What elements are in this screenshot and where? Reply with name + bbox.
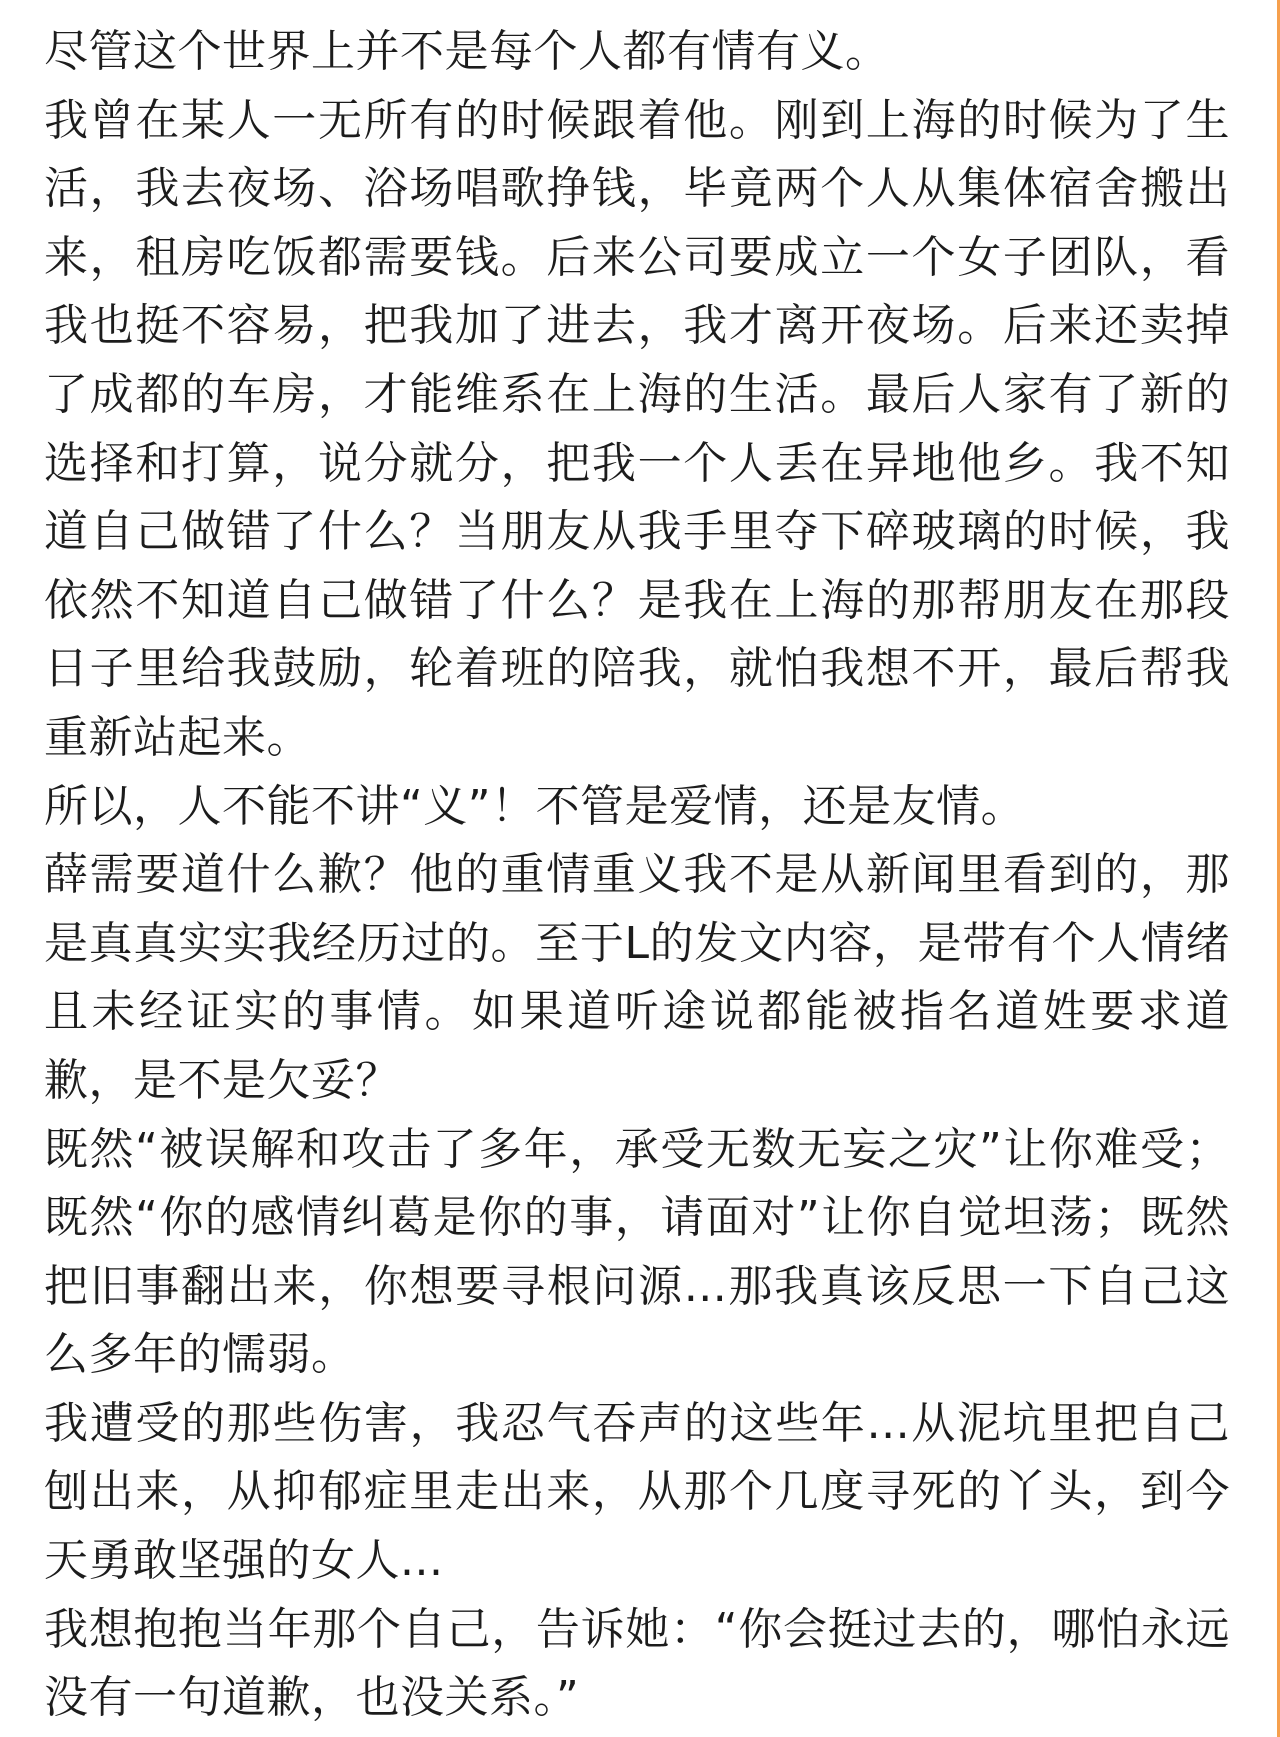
paragraph-4: 薛需要道什么歉？他的重情重义我不是从新闻里看到的，那是真真实实我经历过的。至于L的发文内容，是带有个人情绪且未经证实的事情。如果道听途说都能被指名道姓要求道歉，是不是欠妥？ [44,849,1230,1106]
paragraph-7: 我想抱抱当年那个自己，告诉她：“你会挺过去的，哪怕永远没有一句道歉，也没关系。” [44,1603,1230,1724]
paragraph-5: 既然“被误解和攻击了多年，承受无数无妄之灾”让你难受；既然“你的感情纠葛是你的事，请面对”让你自觉坦荡；既然把旧事翻出来，你想要寻根问源...那我真该反思一下自己这么多年的懦弱。 [44,1123,1230,1381]
paragraph-1: 尽管这个世界上并不是每个人都有情有义。 [44,26,890,77]
paragraph-3: 所以，人不能不讲“义”！不管是爱情，还是友情。 [44,780,1026,832]
post-body [44,18,1230,1733]
paragraph-6: 我遭受的那些伤害，我忍气吞声的这些年...从泥坑里把自己刨出来，从抑郁症里走出来，从那个几度寻死的丫头，到今天勇敢坚强的女人... [44,1397,1230,1587]
paragraph-2: 我曾在某人一无所有的时候跟着他。刚到上海的时候为了生活，我去夜场、浴场唱歌挣钱，毕竟两个人从集体宿舍搬出来，租房吃饭都需要钱。后来公司要成立一个女子团队，看我也挺不容易，把我加了进去，我才离开夜场。后来还卖掉了成都的车房，才能维系在上海的生活。最后人家有了新的选择和打算，说分就分，把我一个人丢在异地他乡。我不知道自己做错了什么？当朋友从我手里夺下碎玻璃的时候，我依然不知道自己做错了什么？是我在上海的那帮朋友在那段日子里给我鼓励，轮着班的陪我，就怕我想不开，最后帮我重新站起来。 [44,94,1230,763]
